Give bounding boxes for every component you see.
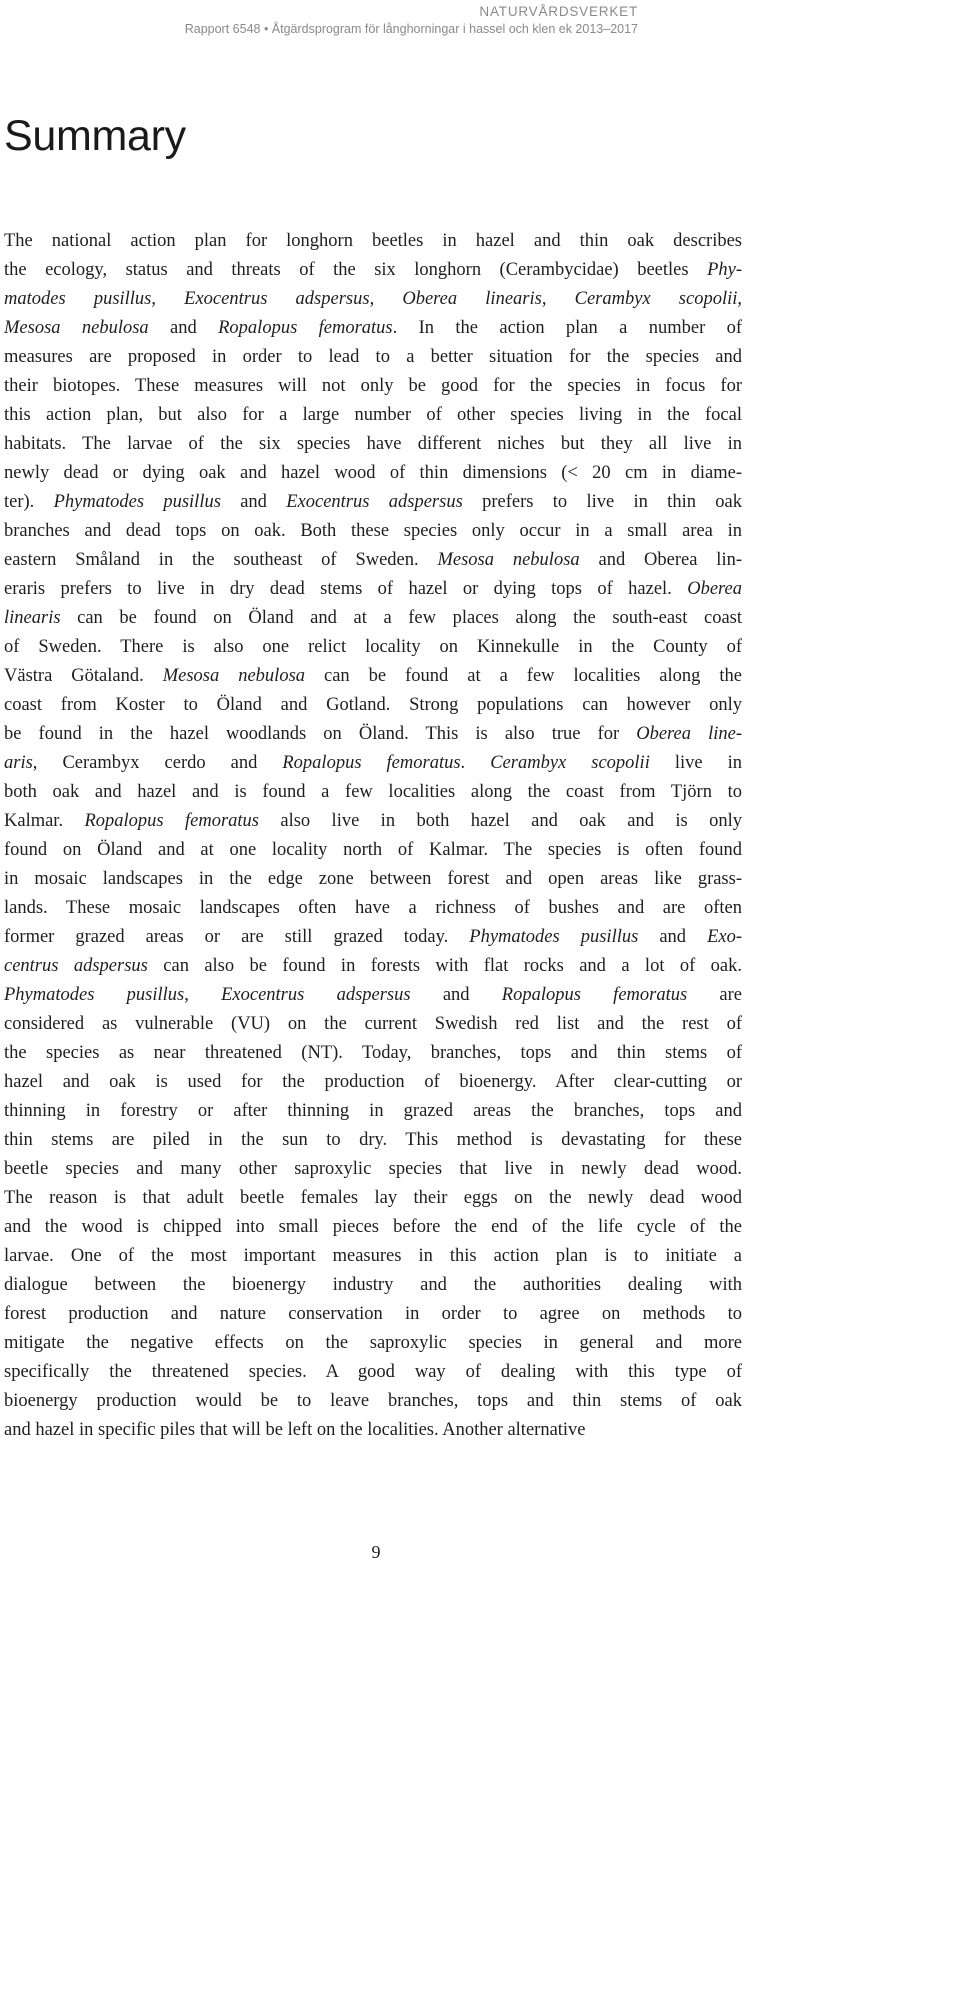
text-run: branches and dead tops on oak. Both these species only occur in a small area in [4,521,742,541]
text-line [4,575,742,604]
text-line [4,865,742,894]
italic-species-name: Exocentrus adspersus [184,289,370,309]
italic-species-name: aris [4,753,33,773]
text-run: and [410,985,502,1005]
italic-species-name: Mesosa nebulosa [162,666,306,686]
summary-body-text [4,227,742,1445]
text-line [4,720,742,749]
text-line [4,923,742,952]
text-run: and hazel in specific piles that will be left on the localities. Another alternative [4,1420,586,1440]
text-run: live in [649,753,742,773]
text-run: Västra Götaland. [4,666,163,686]
text-run: dialogue between the bioenergy industry and the authorities dealing with [4,1275,742,1295]
italic-species-name: linearis [4,608,61,628]
text-run: found on Öland and at one locality north of Kalmar. The species is often found [4,840,742,860]
text-run: . In the action plan a number of [392,318,742,338]
text-run: hazel and oak is used for the production of bioenergy. After clear-cutting or [4,1072,742,1092]
text-run: can also be found in forests with flat rocks and a lot of oak. [147,956,742,976]
text-run: , [184,985,222,1005]
text-line [4,836,742,865]
italic-species-name: Ropalopus femoratus [84,811,259,831]
text-line [4,430,742,459]
text-run: eraris prefers to live in dry dead stems of hazel or dying tops of hazel. [4,579,688,599]
text-line [4,1184,742,1213]
text-run: can be found at a few localities along the [305,666,742,686]
text-line [4,1329,742,1358]
text-run: bioenergy production would be to leave branches, tops and thin stems of oak [4,1391,742,1411]
italic-species-name: Phy- [707,260,742,280]
italic-species-name: Exocentrus adspersus [286,492,463,512]
italic-species-name: Ropalopus femoratus [501,985,688,1005]
italic-species-name: Ropalopus femoratus [218,318,393,338]
italic-species-name: Oberea line- [636,724,742,744]
italic-species-name: Exo- [707,927,742,947]
text-run: measures are proposed in order to lead to a better situation for the species and [4,347,742,367]
text-line [4,314,742,343]
text-line [4,488,742,517]
text-run: The reason is that adult beetle females lay their eggs on the newly dead wood [4,1188,742,1208]
text-run: newly dead or dying oak and hazel wood of thin dimensions (< 20 cm in diame- [4,463,742,483]
text-run: in mosaic landscapes in the edge zone between forest and open areas like grass- [4,869,742,889]
text-run: and [148,318,219,338]
italic-species-name: Oberea [687,579,742,599]
text-run: the ecology, status and threats of the six longhorn (Cerambycidae) beetles [4,260,708,280]
text-line [4,633,742,662]
text-run: thinning in forestry or after thinning in grazed areas the branches, tops and [4,1101,742,1121]
text-run: beetle species and many other saproxylic species that live in newly dead wood. [4,1159,742,1179]
text-run: larvae. One of the most important measures in this action plan is to initiate a [4,1246,742,1266]
text-run: ter). [4,492,54,512]
text-run: thin stems are piled in the sun to dry. This method is devastating for these [4,1130,742,1150]
text-run: lands. These mosaic landscapes often have a richness of bushes and are often [4,898,742,918]
italic-species-name: Exocentrus adspersus [221,985,411,1005]
text-run: , Cerambyx cerdo and [32,753,283,773]
text-line [4,1155,742,1184]
text-run: their biotopes. These measures will not only be good for the species in focus for [4,376,742,396]
text-run: both oak and hazel and is found a few localities along the coast from Tjörn to [4,782,742,802]
text-line [4,952,742,981]
text-run: forest production and nature conservation in order to agree on methods to [4,1304,742,1324]
italic-species-name: Phymatodes pusillus [53,492,221,512]
text-line [4,343,742,372]
text-line [4,1358,742,1387]
text-line [4,256,742,285]
italic-species-name: Cerambyx scopolii [574,289,738,309]
text-line [4,1213,742,1242]
text-run: also live in both hazel and oak and is only [259,811,742,831]
text-run: former grazed areas or are still grazed today. [4,927,470,947]
text-line [4,662,742,691]
text-line [4,1242,742,1271]
text-line [4,1416,742,1445]
italic-species-name: Ropalopus femoratus [282,753,461,773]
text-line [4,1010,742,1039]
text-line [4,981,742,1010]
text-run: be found in the hazel woodlands on Öland. This is also true for [4,724,637,744]
text-line [4,1271,742,1300]
page-title: Summary [4,112,186,160]
text-line [4,1039,742,1068]
text-line [4,691,742,720]
italic-species-name: Cerambyx scopolii [490,753,650,773]
text-run: and Oberea lin- [579,550,742,570]
text-run: and [638,927,708,947]
text-line [4,285,742,314]
text-run: The national action plan for longhorn beetles in hazel and thin oak describes [4,231,742,251]
text-run: considered as vulnerable (VU) on the current Swedish red list and the rest of [4,1014,742,1034]
text-line [4,749,742,778]
text-run: of Sweden. There is also one relict locality on Kinnekulle in the County of [4,637,742,657]
page-number: 9 [371,1542,381,1562]
text-run: coast from Koster to Öland and Gotland. Strong populations can however only [4,695,742,715]
text-run: specifically the threatened species. A good way of dealing with this type of [4,1362,742,1382]
text-run: , [737,289,742,309]
text-line [4,372,742,401]
text-line [4,604,742,633]
text-line [4,1387,742,1416]
text-run: can be found on Öland and at a few places along the south-east coast [60,608,742,628]
publisher-name: NATURVÅRDSVERKET [479,4,638,19]
text-line [4,401,742,430]
text-run: the species as near threatened (NT). Today, branches, tops and thin stems of [4,1043,742,1063]
text-run: and [220,492,287,512]
text-line [4,1126,742,1155]
text-run: , [541,289,575,309]
report-title-line: Rapport 6548 • Åtgärdsprogram för långhorningar i hassel och klen ek 2013–2017 [184,22,638,36]
text-run: . [460,753,491,773]
running-header [185,4,638,38]
text-line [4,459,742,488]
italic-species-name: Phymatodes pusillus [469,927,639,947]
text-run: and the wood is chipped into small pieces before the end of the life cycle of the [4,1217,742,1237]
italic-species-name: Oberea linearis [402,289,542,309]
text-run: habitats. The larvae of the six species have different niches but they all live in [4,434,742,454]
italic-species-name: Mesosa nebulosa [437,550,580,570]
text-line [4,1097,742,1126]
text-line [4,1068,742,1097]
text-run: are [687,985,742,1005]
text-run: mitigate the negative effects on the saproxylic species in general and more [4,1333,742,1353]
text-line [4,517,742,546]
italic-species-name: Phymatodes pusillus [4,985,185,1005]
text-run: , [151,289,185,309]
text-run: prefers to live in thin oak [462,492,742,512]
text-line [4,807,742,836]
italic-species-name: matodes pusillus [4,289,152,309]
italic-species-name: centrus adspersus [4,956,148,976]
italic-species-name: Mesosa nebulosa [4,318,149,338]
text-run: eastern Småland in the southeast of Sweden. [4,550,438,570]
text-line [4,778,742,807]
text-run: , [369,289,403,309]
text-line [4,1300,742,1329]
text-line [4,227,742,256]
text-run: Kalmar. [4,811,85,831]
text-line [4,894,742,923]
text-run: this action plan, but also for a large number of other species living in the focal [4,405,742,425]
text-line [4,546,742,575]
